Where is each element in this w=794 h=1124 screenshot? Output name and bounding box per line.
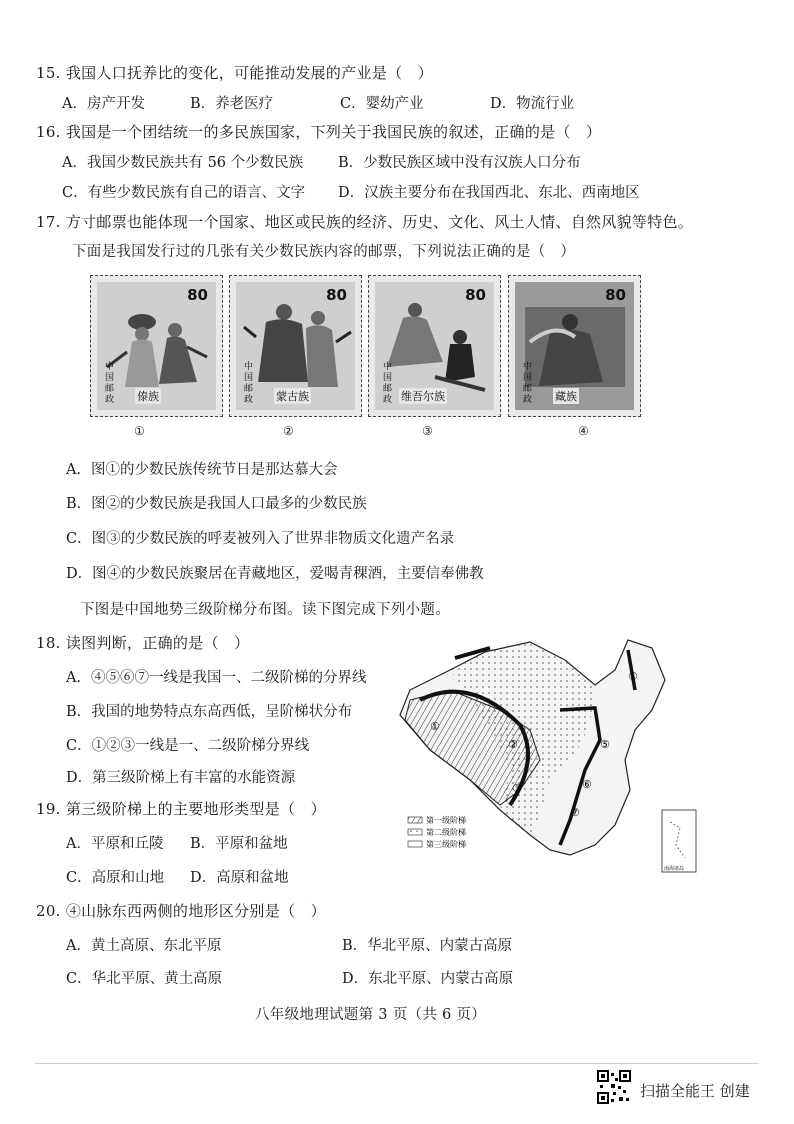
q18-option-d: D．第三级阶梯上有丰富的水能资源 bbox=[66, 770, 296, 786]
q20-option-c: C．华北平原、黄土高原 bbox=[66, 971, 223, 987]
q17-option-a: A．图①的少数民族传统节日是那达慕大会 bbox=[66, 462, 338, 478]
map-label-7: ⑦ bbox=[570, 806, 580, 819]
stamp-mongol-value: 80 bbox=[326, 286, 347, 304]
footer-divider bbox=[35, 1063, 759, 1064]
q19-option-d: D．高原和盆地 bbox=[190, 870, 289, 886]
q15-option-a: A．房产开发 bbox=[62, 96, 145, 112]
scanner-watermark: 扫描全能王 创建 bbox=[640, 1082, 750, 1100]
q16-option-b: B．少数民族区域中没有汉族人口分布 bbox=[338, 155, 581, 171]
q17-option-b: B．图②的少数民族是我国人口最多的少数民族 bbox=[66, 496, 367, 512]
stamp-mongol-name: 蒙古族 bbox=[276, 390, 309, 403]
q17-option-c: C．图③的少数民族的呼麦被列入了世界非物质文化遗产名录 bbox=[66, 531, 455, 547]
page-footer: 八年级地理试题第 3 页（共 6 页） bbox=[255, 1007, 487, 1023]
q15-option-c: C．婴幼产业 bbox=[340, 96, 424, 112]
terrain-steps-map bbox=[390, 630, 700, 880]
stamp-dai-name: 傣族 bbox=[137, 390, 159, 403]
q16-option-d: D．汉族主要分布在我国西北、东北、西南地区 bbox=[338, 185, 640, 201]
stamp-uyghur-name: 维吾尔族 bbox=[401, 390, 445, 403]
map-label-5: ⑤ bbox=[600, 738, 610, 751]
stamp-tibetan-country: 中国邮政 bbox=[523, 362, 533, 405]
q19-stem: 19. 第三级阶梯上的主要地形类型是（ ） bbox=[36, 800, 326, 818]
q17-stem-2: 下面是我国发行过的几张有关少数民族内容的邮票，下列说法正确的是（ ） bbox=[72, 244, 576, 260]
stamp-dai-value: 80 bbox=[187, 286, 208, 304]
stamp-uyghur bbox=[368, 275, 501, 417]
legend-step-2: 第二级阶梯 bbox=[426, 828, 466, 837]
legend-step-1: 第一级阶梯 bbox=[426, 816, 466, 825]
q16-option-a: A．我国少数民族共有 56 个少数民族 bbox=[62, 155, 304, 171]
q18-option-b: B．我国的地势特点东高西低，呈阶梯状分布 bbox=[66, 704, 353, 720]
stamp-tibetan-value: 80 bbox=[605, 286, 626, 304]
stamp-dai bbox=[90, 275, 223, 417]
stamp-number-4: ④ bbox=[578, 424, 589, 438]
stamp-tibetan bbox=[508, 275, 641, 417]
stamp-mongol bbox=[229, 275, 362, 417]
q19-option-c: C．高原和山地 bbox=[66, 870, 165, 886]
q15-stem: 15. 我国人口抚养比的变化，可能推动发展的产业是（ ） bbox=[36, 64, 434, 82]
map-label-4: ④ bbox=[628, 670, 638, 683]
stamp-number-1: ① bbox=[134, 424, 145, 438]
map-label-6: ⑥ bbox=[582, 778, 592, 791]
stamp-number-2: ② bbox=[283, 424, 294, 438]
stamp-dai-country: 中国邮政 bbox=[105, 362, 115, 405]
q17-stem-1: 17. 方寸邮票也能体现一个国家、地区或民族的经济、历史、文化、风土人情、自然风貌等特色。 bbox=[36, 213, 694, 231]
q16-option-c: C．有些少数民族有自己的语言、文字 bbox=[62, 185, 306, 201]
q15-option-d: D．物流行业 bbox=[490, 96, 575, 112]
south-sea-inset bbox=[662, 810, 696, 872]
map-label-3: ③ bbox=[512, 782, 522, 795]
map-legend bbox=[408, 815, 466, 849]
stamp-uyghur-country: 中国邮政 bbox=[383, 362, 393, 405]
map-intro: 下图是中国地势三级阶梯分布图。读下图完成下列小题。 bbox=[80, 602, 450, 618]
q20-option-a: A．黄土高原、东北平原 bbox=[66, 938, 222, 954]
q20-option-b: B．华北平原、内蒙古高原 bbox=[342, 938, 513, 954]
q19-option-b: B．平原和盆地 bbox=[190, 836, 288, 852]
qr-code-icon bbox=[597, 1070, 631, 1104]
inset-label: 南海诸岛 bbox=[664, 866, 685, 872]
q15-option-b: B．养老医疗 bbox=[190, 96, 274, 112]
legend-step-3: 第三级阶梯 bbox=[426, 840, 466, 849]
q17-option-d: D．图④的少数民族聚居在青藏地区，爱喝青稞酒，主要信奉佛教 bbox=[66, 566, 484, 582]
q20-option-d: D．东北平原、内蒙古高原 bbox=[342, 971, 514, 987]
q18-option-c: C．①②③一线是一、二级阶梯分界线 bbox=[66, 738, 310, 754]
q18-stem: 18. 读图判断，正确的是（ ） bbox=[36, 634, 250, 652]
q20-stem: 20. ④山脉东西两侧的地形区分别是（ ） bbox=[36, 902, 326, 920]
q16-stem: 16. 我国是一个团结统一的多民族国家，下列关于我国民族的叙述，正确的是（ ） bbox=[36, 123, 602, 141]
map-label-1: ① bbox=[430, 720, 440, 733]
stamp-number-3: ③ bbox=[422, 424, 433, 438]
stamp-uyghur-value: 80 bbox=[465, 286, 486, 304]
q19-option-a: A．平原和丘陵 bbox=[66, 836, 164, 852]
q18-option-a: A．④⑤⑥⑦一线是我国一、二级阶梯的分界线 bbox=[66, 670, 367, 686]
stamp-tibetan-name: 藏族 bbox=[555, 390, 577, 403]
stamp-mongol-country: 中国邮政 bbox=[244, 362, 254, 405]
map-label-2: ② bbox=[508, 738, 518, 751]
